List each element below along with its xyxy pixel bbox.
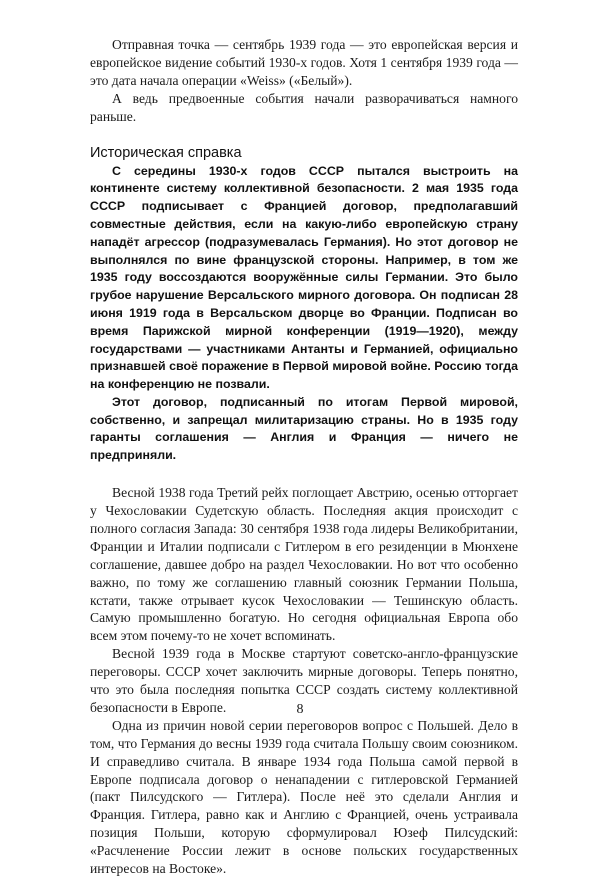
historical-note bbox=[90, 163, 518, 466]
main-paragraph: Весной 1938 года Третий рейх поглощает Австрию, осенью отторгает у Чехословакии Судетскую область. Последняя акция происходит с полного согласия Запада: 30 сентября 1938 года лидеры Великобритании, Франции и Италии подписали с Гитлером в его резиденции в Мюнхене соглашение, давшее добро на раздел Чехословакии. Но вот что особенно важно, по тому же соглашению главный союзник Германии Польша, кстати, также отрывает кусок Чехословакии — Тешинскую область. Самую промышленно богатую. Но сегодня официальная Европа обо всем этом почему-то не хочет вспоминать. bbox=[90, 485, 518, 644]
main-section bbox=[90, 484, 518, 878]
main-paragraph: Весной 1939 года в Москве стартуют советско-англо-французские переговоры. СССР хочет заключить мирные договоры. Теперь понятно, что это была последняя попытка СССР создать систему коллективной безопасности в Европе. bbox=[90, 646, 518, 715]
book-page bbox=[90, 36, 518, 878]
intro-paragraph: Отправная точка — сентябрь 1939 года — это европейская версия и европейское видение событий 1930-х годов. Хотя 1 сентября 1939 года — это дата начала операции «Weiss» («Белый»). bbox=[90, 37, 518, 88]
section-spacer bbox=[90, 465, 518, 484]
historical-note-paragraph: С середины 1930-х годов СССР пытался выстроить на континенте систему коллективной безопасности. 2 мая 1935 года СССР подписывает с Францией договор, предполагавший совместные действия, если на какую-либо европейскую страну нападёт агрессор (подразумевалась Германия). Но этот договор не выполнялся по вине французской стороны. Например, в том же 1935 году воссоздаются вооружённые силы Германии. Это было грубое нарушение Версальского мирного договора. Он подписан 28 июня 1919 года в Версальском дворце во Франции. Подписан во время Парижской мирной конференции (1919—1920), между государствами — участниками Антанты и Германией, официально признавшей своё поражение в Первой мировой войне. Россию тогда на конференцию не позвали. bbox=[90, 163, 518, 392]
main-paragraph: Одна из причин новой серии переговоров вопрос с Польшей. Дело в том, что Германия до весны 1939 года считала Польшу своим союзником. И справедливо считала. В январе 1934 года Польша самой первой в Европе подписала договор о ненападении с гитлеровской Германией (пакт Пилсудского — Гитлера). После неё это сделали Англия и Франция. Гитлера, равно как и Англию с Францией, очень устраивала позиция Польши, которую сформулировал Юзеф Пилсудский: «Расчленение России лежит в основе польских государственных интересов на Востоке». bbox=[90, 717, 518, 877]
historical-note-paragraph: Этот договор, подписанный по итогам Первой мировой, собственно, и запрещал милитаризацию страны. Но в 1935 году гаранты соглашения — Англия и Франция — ничего не предприняли. bbox=[90, 394, 518, 463]
page-number: 8 bbox=[296, 702, 304, 717]
intro-section bbox=[90, 36, 518, 126]
historical-note-title: Историческая справка bbox=[90, 144, 242, 161]
intro-paragraph: А ведь предвоенные события начали разворачиваться намного раньше. bbox=[90, 90, 518, 124]
